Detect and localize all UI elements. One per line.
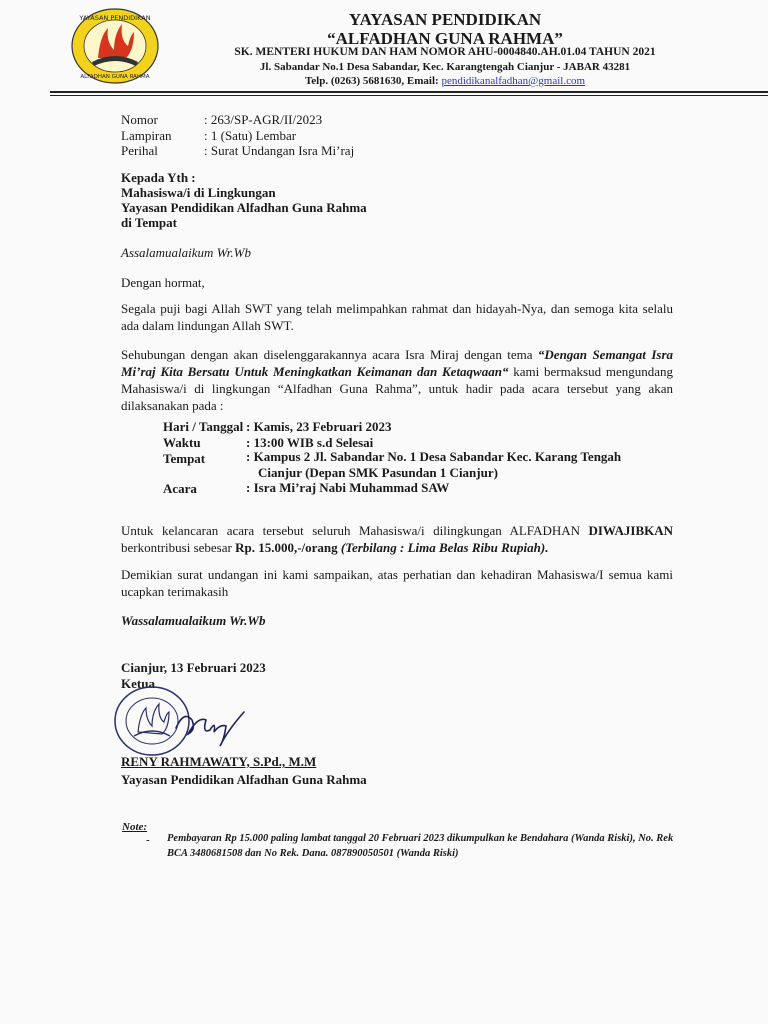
amount-terbilang: (Terbilang : Lima Belas Ribu Rupiah).	[337, 540, 549, 555]
recipient-line-4: di Tempat	[121, 215, 177, 230]
tempat-value-2: Cianjur (Depan SMK Pasundan 1 Cianjur)	[258, 465, 498, 480]
header-divider-thin	[50, 95, 768, 96]
opening-salam: Assalamualaikum Wr.Wb	[121, 245, 251, 260]
paragraph-1: Segala puji bagi Allah SWT yang telah melimpahkan rahmat dan hidayah-Nya, dan semoga kita selalu ada dalam lindungan Allah SWT.	[121, 301, 673, 333]
hari-label: Hari / Tanggal	[163, 419, 244, 434]
handwritten-signature-icon	[170, 690, 250, 750]
org-email-link[interactable]: pendidikanalfadhan@gmail.com	[441, 75, 586, 87]
recipient-line-2: Mahasiswa/i di Lingkungan	[121, 185, 276, 200]
waktu-value: : 13:00 WIB s.d Selesai	[246, 435, 374, 450]
paragraph-2	[121, 346, 673, 414]
note-label: Note:	[122, 821, 148, 833]
note-bullet: -	[146, 834, 150, 846]
hari-value: : Kamis, 23 Februari 2023	[246, 419, 392, 434]
paragraph-3-mid: berkontribusi sebesar	[121, 540, 236, 555]
org-address: Jl. Sabandar No.1 Desa Sabandar, Kec. Karangtengah Cianjur - JABAR 43281	[259, 61, 631, 73]
org-contact	[200, 75, 690, 87]
tempat-value-1: : Kampus 2 Jl. Sabandar No. 1 Desa Sabandar Kec. Karang Tengah	[246, 449, 622, 464]
obligation-text: DIWAJIBKAN	[588, 523, 673, 538]
closing-salam: Wassalamualaikum Wr.Wb	[121, 613, 266, 628]
nomor-label: Nomor	[121, 112, 158, 127]
org-phone: Telp. (0263) 5681630, Email:	[304, 75, 442, 87]
signer-organization: Yayasan Pendidikan Alfadhan Guna Rahma	[121, 772, 367, 787]
logo-bottom-text: ALFADHAN GUNA RAHMA	[80, 74, 150, 80]
note-text: Pembayaran Rp 15.000 paling lambat tanggal 20 Februari 2023 dikumpulkan ke Bendahara (Wanda Riski), No. Rek BCA 3480681508 dan No Rek. Dana. 087890050501 (Wanda Riski)	[167, 833, 674, 859]
foundation-logo	[70, 6, 160, 86]
opening-hormat: Dengan hormat,	[121, 275, 205, 290]
contribution-amount: Rp. 15.000,-/orang	[235, 540, 338, 555]
acara-label: Acara	[163, 481, 197, 496]
recipient-greeting: Kepada Yth :	[121, 170, 196, 185]
signer-name: RENY RAHMAWATY, S.Pd., M.M	[121, 754, 317, 769]
org-subname: “ALFADHAN GUNA RAHMA”	[327, 29, 563, 48]
paragraph-4: Demikian surat undangan ini kami sampaikan, atas perhatian dan kehadiran Mahasiswa/I semua kami ucapkan terimakasih	[121, 567, 673, 599]
waktu-label: Waktu	[163, 435, 201, 450]
recipient-line-3: Yayasan Pendidikan Alfadhan Guna Rahma	[121, 200, 367, 215]
lampiran-label: Lampiran	[121, 128, 172, 143]
paragraph-2-start: Sehubungan dengan akan diselenggarakannya acara Isra Miraj dengan tema	[121, 347, 538, 362]
acara-value: : Isra Mi’raj Nabi Muhammad SAW	[246, 480, 450, 495]
header-divider	[50, 91, 768, 93]
perihal-label: Perihal	[121, 143, 158, 158]
org-name: YAYASAN PENDIDIKAN	[348, 10, 542, 29]
place-date: Cianjur, 13 Februari 2023	[121, 660, 266, 675]
perihal-value: : Surat Undangan Isra Mi’raj	[204, 143, 355, 158]
logo-top-text: YAYASAN PENDIDIKAN	[79, 14, 151, 22]
paragraph-2-end: kami bermaksud mengundang Mahasiswa/i di lingkungan “Alfadhan Guna Rahma”, untuk hadir pada acara tersebut yang akan dilaksanakan pada :	[121, 364, 674, 413]
event-theme: “Dengan Semangat Isra Mi’raj Kita Bersatu Untuk Meningkatkan Keimanan dan Ketaqwaan“	[121, 347, 674, 379]
signer-role: Ketua	[121, 676, 155, 691]
org-sk-number: SK. MENTERI HUKUM DAN HAM NOMOR AHU-0004840.AH.01.04 TAHUN 2021	[234, 46, 656, 58]
paragraph-3	[121, 522, 673, 556]
tempat-label: Tempat	[163, 451, 206, 466]
nomor-value: : 263/SP-AGR/II/2023	[204, 112, 323, 127]
paragraph-3-start: Untuk kelancaran acara tersebut seluruh Mahasiswa/i dilingkungan ALFADHAN	[121, 523, 589, 538]
lampiran-value: : 1 (Satu) Lembar	[204, 128, 297, 143]
